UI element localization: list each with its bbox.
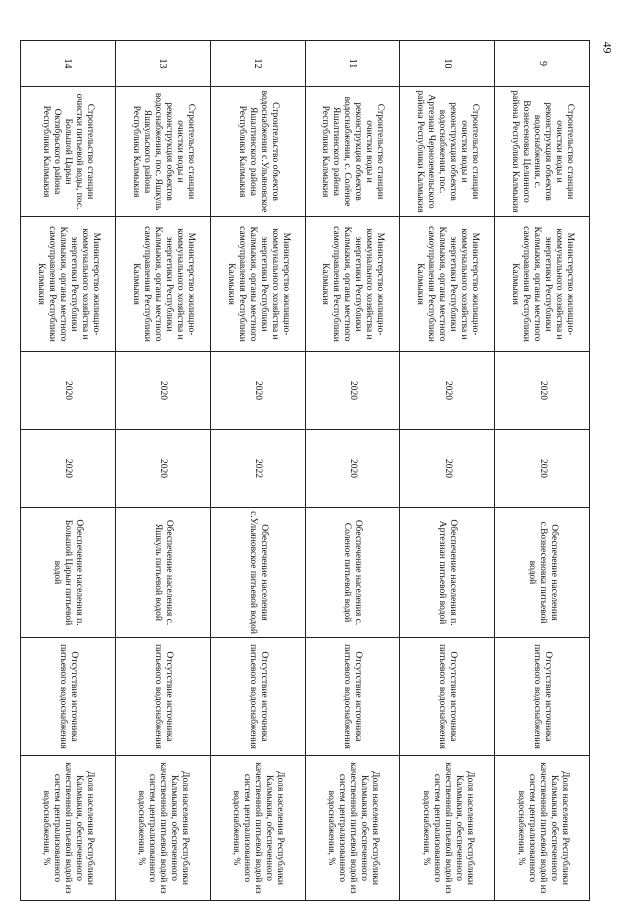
table-rotation-frame <box>20 40 590 900</box>
start-year: 2020 <box>400 352 495 430</box>
expected-result: Обеспечение населения с.Вознесеновка питьевой водой <box>495 508 590 638</box>
object-name: Строительство станции очистки воды и реконструкция объектов водоснабжения, с. Солёное Яшалтинского района Республики Калмыкия <box>305 87 400 217</box>
end-year: 2022 <box>210 430 305 508</box>
executor: Министерство жилищно-коммунального хозяйства и энергетики Республики Калмыкия, органы местного самоуправления Республики Калмыкия <box>115 217 210 352</box>
executor: Министерство жилищно-коммунального хозяйства и энергетики Республики Калмыкия, органы местного самоуправления Республики Калмыкия <box>21 217 116 352</box>
problem: Отсутствие источника питьевого водоснабжения <box>210 638 305 756</box>
object-name: Строительство станции очистки питьевой воды, пос. Большой Царын Октябрьского района Республики Калмыкия <box>21 87 116 217</box>
expected-result: Обеспечение населения п. Большой Царын питьевой водой <box>21 508 116 638</box>
problem: Отсутствие источника питьевого водоснабжения <box>21 638 116 756</box>
table-row <box>495 41 590 901</box>
table-row <box>210 41 305 901</box>
problem: Отсутствие источника питьевого водоснабжения <box>495 638 590 756</box>
indicator: Доля населения Республики Калмыкия, обеспеченного качественной питьевой водой из систем централизованного водоснабжения, % <box>495 756 590 901</box>
indicator: Доля населения Республики Калмыкия, обеспеченного качественной питьевой водой из систем централизованного водоснабжения, % <box>400 756 495 901</box>
end-year: 2020 <box>21 430 116 508</box>
problem: Отсутствие источника питьевого водоснабжения <box>305 638 400 756</box>
problem: Отсутствие источника питьевого водоснабжения <box>115 638 210 756</box>
object-name: Строительство станции очистки воды и реконструкция объектов водоснабжения, пос. Артезиан Черноземельского района Республики Калмыкия <box>400 87 495 217</box>
activities-table <box>20 40 590 901</box>
expected-result: Обеспечение населения с. Яшкуль питьевой водой <box>115 508 210 638</box>
object-name: Строительство станции очистки воды и реконструкция объектов водоснабжения, с. Вознесеновка Целинного района Республики Калмыкия <box>495 87 590 217</box>
expected-result: Обеспечение населения п. Артезиан питьевой водой <box>400 508 495 638</box>
start-year: 2020 <box>115 352 210 430</box>
rotated-table-container <box>20 40 590 900</box>
end-year: 2020 <box>305 430 400 508</box>
executor: Министерство жилищно-коммунального хозяйства и энергетики Республики Калмыкия, органы местного самоуправления Республики Калмыкия <box>400 217 495 352</box>
end-year: 2020 <box>400 430 495 508</box>
row-number: 10 <box>400 41 495 87</box>
page-number: 49 <box>600 41 615 54</box>
row-number: 11 <box>305 41 400 87</box>
indicator: Доля населения Республики Калмыкия, обеспеченного качественной питьевой водой из систем централизованного водоснабжения, % <box>210 756 305 901</box>
start-year: 2020 <box>210 352 305 430</box>
object-name: Строительство объектов водоснабжения с.Ульяновское Яшалтинского района Республики Калмыкия <box>210 87 305 217</box>
table-body <box>21 41 590 901</box>
expected-result: Обеспечение населения с. Соленое питьевой водой <box>305 508 400 638</box>
object-name: Строительство станции очистки воды и реконструкция объектов водоснабжения, пос. Яшкуль Яшкульского района Республики Калмыкия <box>115 87 210 217</box>
start-year: 2020 <box>305 352 400 430</box>
end-year: 2020 <box>115 430 210 508</box>
row-number: 9 <box>495 41 590 87</box>
expected-result: Обеспечение населения с.Ульяновское питьевой водой <box>210 508 305 638</box>
executor: Министерство жилищно-коммунального хозяйства и энергетики Республики Калмыкия, органы местного самоуправления Республики Калмыкия <box>495 217 590 352</box>
table-row <box>400 41 495 901</box>
indicator: Доля населения Республики Калмыкия, обеспеченного качественной питьевой водой из систем централизованного водоснабжения, % <box>115 756 210 901</box>
indicator: Доля населения Республики Калмыкия, обеспеченного качественной питьевой водой из систем централизованного водоснабжения, % <box>305 756 400 901</box>
table-row <box>115 41 210 901</box>
problem: Отсутствие источника питьевого водоснабжения <box>400 638 495 756</box>
row-number: 12 <box>210 41 305 87</box>
end-year: 2020 <box>495 430 590 508</box>
start-year: 2020 <box>21 352 116 430</box>
row-number: 14 <box>21 41 116 87</box>
table-row <box>305 41 400 901</box>
indicator: Доля населения Республики Калмыкия, обеспеченного качественной питьевой водой из систем централизованного водоснабжения, % <box>21 756 116 901</box>
start-year: 2020 <box>495 352 590 430</box>
table-row <box>21 41 116 901</box>
executor: Министерство жилищно-коммунального хозяйства и энергетики Республики Калмыкия, органы местного самоуправления Республики Калмыкия <box>210 217 305 352</box>
row-number: 13 <box>115 41 210 87</box>
executor: Министерство жилищно-коммунального хозяйства и энергетики Республики Калмыкия, органы местного самоуправления Республики Калмыкия <box>305 217 400 352</box>
